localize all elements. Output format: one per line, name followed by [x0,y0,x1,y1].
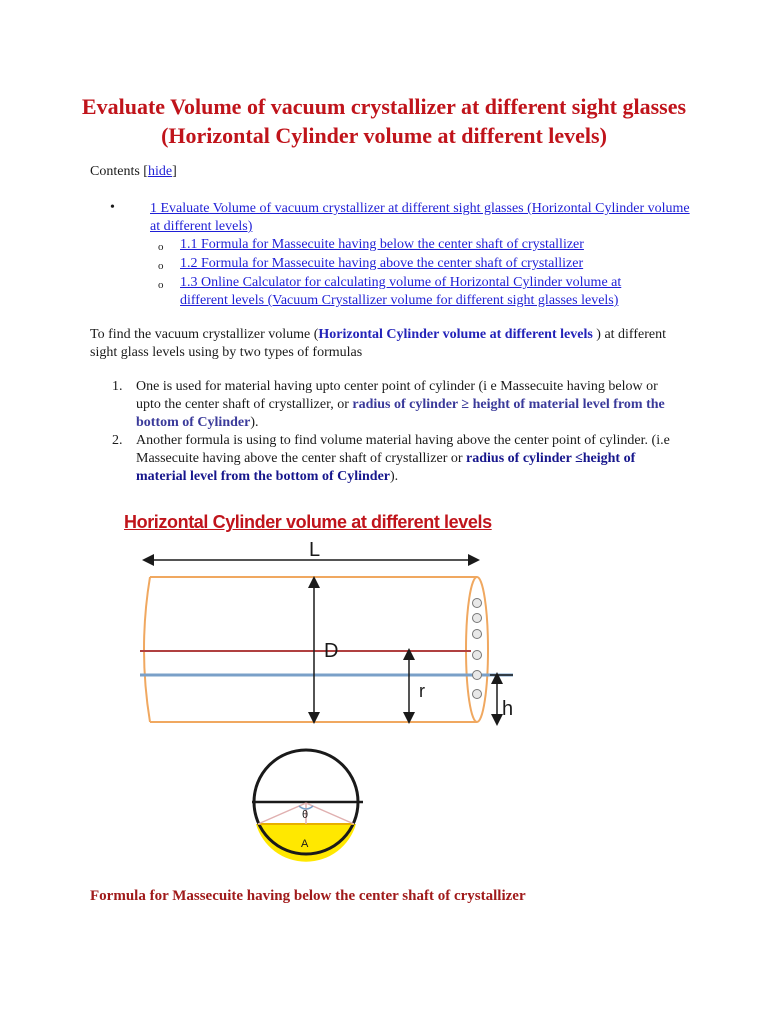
list-item-text-end: ). [390,469,399,484]
hide-toc-link[interactable]: hide [147,164,173,179]
list-item [136,378,676,432]
intro-paragraph [90,326,680,362]
toc-bullet: • [110,200,115,215]
list-item-highlight: radius of cylinder ≥ height of material level from the bottom of Cylinder [136,397,665,430]
intro-text-before: To find the vacuum crystallizer volume ( [90,327,319,342]
toc-link-1-2[interactable]: 1.2 Formula for Massecuite having above the center shaft of crystallizer [180,256,584,271]
toc-sub-bullet: o [158,279,164,291]
contents-open-bracket: [ [143,164,148,179]
toc-link-main[interactable]: 1 Evaluate Volume of vacuum crystallizer at different sight glasses (Horizontal Cylinder volume at different levels) [150,201,690,234]
toc-link-1-3[interactable]: 1.3 Online Calculator for calculating volume of Horizontal Cylinder volume at different levels (Vacuum Crystallizer volume for different sight glasses levels) [180,275,622,308]
list-item-highlight: radius of cylinder ≤height of material level from the bottom of Cylinder [136,451,636,484]
label-L: L [309,539,321,561]
toc-link-1-1[interactable]: 1.1 Formula for Massecuite having below the center shaft of crystallizer [180,237,584,252]
label-h: h [502,698,514,720]
list-item-text: Another formula is using to find volume material having above the center point of cylinder. (i.e Massecuite having above the center shaft of crystallizer or [136,433,670,466]
contents-label: Contents [90,164,140,179]
list-item-text: One is used for material having upto center point of cylinder (i e Massecuite having below or upto the center shaft of crystallizer, or [136,379,658,412]
intro-highlight: Horizontal Cylinder volume at different levels [318,327,593,342]
figure-title: Horizontal Cylinder volume at different levels [124,512,492,532]
page-title: Evaluate Volume of vacuum crystallizer at different sight glasses (Horizontal Cylinder volume at different levels) [81,94,687,148]
toc-sub-bullet: o [158,241,164,253]
cross-section-diagram [252,750,363,862]
toc-sub-bullet: o [158,260,164,272]
section-heading: Formula for Massecuite having below the center shaft of crystallizer [90,888,526,904]
intro-text-after: ) at different sight glass levels using by two types of formulas [90,327,666,360]
contents-close-bracket: ] [172,164,177,179]
list-item-text-end: ). [250,415,259,430]
label-r: r [419,681,425,701]
label-D: D [324,640,339,662]
list-number: 1. [112,379,123,394]
contents-header [90,163,177,181]
list-item [136,432,676,486]
label-theta: θ [302,809,309,821]
cylinder-diagram [0,505,768,865]
list-number: 2. [112,433,123,448]
cylinder-body [144,577,488,722]
label-A: A [301,838,309,850]
